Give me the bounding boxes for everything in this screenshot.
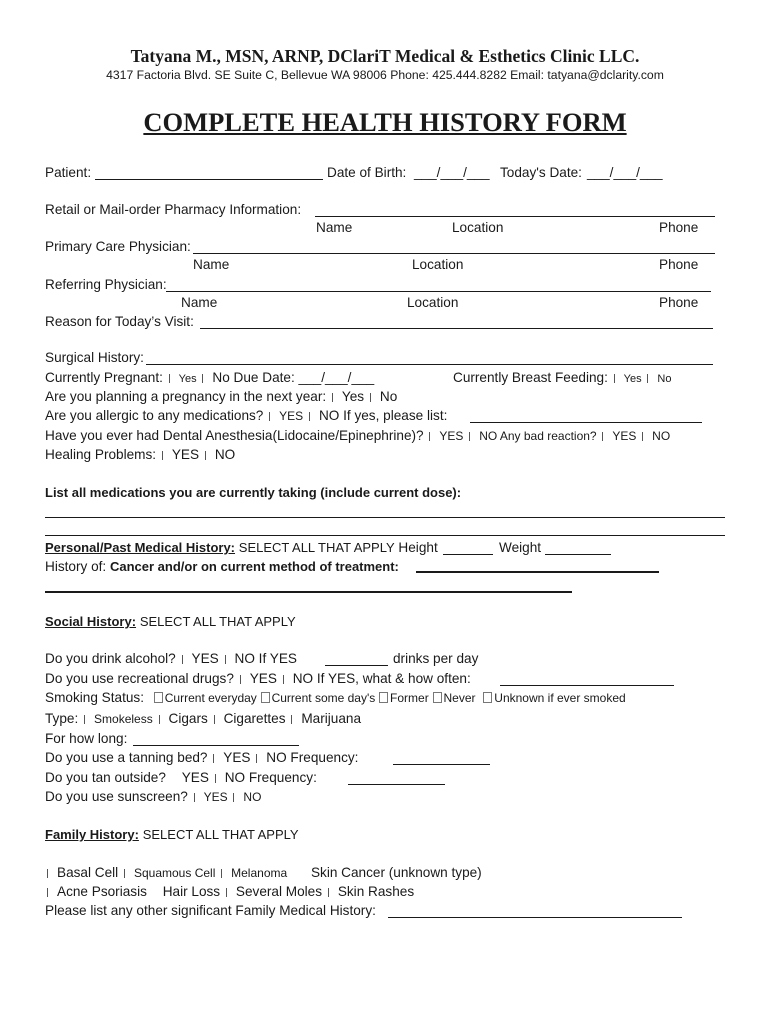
referring-label: Referring Physician: (45, 277, 167, 292)
referring-name-caption: Name (181, 295, 218, 310)
pregnant-yes-checkbox[interactable] (169, 374, 173, 383)
type-cigarettes-label: Cigarettes (223, 711, 286, 726)
tanning-label: Do you use a tanning bed? (45, 750, 208, 765)
tan-outside-no-label: NO Frequency: (224, 770, 317, 785)
cancer-label: Cancer and/or on current method of treatment: (109, 559, 399, 574)
melanoma-checkbox[interactable] (221, 869, 225, 878)
reaction-yes-label: YES (612, 429, 637, 443)
sunscreen-no-checkbox[interactable] (233, 793, 237, 802)
basal-cell-checkbox[interactable] (47, 869, 51, 878)
due-date-field[interactable]: ___/___/___ (298, 370, 375, 385)
drugs-yes-label: YES (249, 671, 277, 686)
today-label: Today's Date: (500, 165, 582, 180)
pharmacy-name-caption: Name (316, 220, 353, 235)
smoking-current-some-checkbox[interactable] (261, 692, 270, 703)
past-history-heading: Personal/Past Medical History: (45, 540, 236, 555)
allergy-no-checkbox[interactable] (309, 412, 313, 421)
healing-no-checkbox[interactable] (205, 451, 209, 460)
smoking-unknown-checkbox[interactable] (483, 692, 492, 703)
reaction-no-checkbox[interactable] (642, 432, 646, 441)
anesthesia-yes-label: YES (439, 429, 464, 443)
tanning-row (45, 750, 358, 766)
family-select-all: SELECT ALL THAT APPLY (142, 827, 299, 842)
planning-no-checkbox[interactable] (370, 393, 374, 402)
drugs-frequency-field[interactable] (500, 685, 674, 686)
pharmacy-location-caption: Location (452, 220, 504, 235)
clinic-address: 4317 Factoria Blvd. SE Suite C, Bellevue WA 98006 Phone: 425.444.8282 Email: tatyana@dclarity.com (106, 68, 664, 82)
allergy-label: Are you allergic to any medications? (45, 408, 264, 423)
sunscreen-label: Do you use sunscreen? (45, 789, 188, 804)
acne-psoriasis-checkbox[interactable] (47, 888, 51, 897)
skin-cancer-label: Skin Cancer (unknown type) (310, 865, 482, 880)
allergy-list-field[interactable] (470, 422, 702, 423)
drugs-yes-checkbox[interactable] (240, 675, 244, 684)
breastfeeding-yes-label: Yes (623, 373, 642, 385)
planning-yes-label: Yes (341, 389, 365, 404)
alcohol-yes-label: YES (191, 651, 219, 666)
social-heading: Social History: (45, 614, 137, 629)
healing-yes-checkbox[interactable] (162, 451, 166, 460)
anesthesia-yes-checkbox[interactable] (429, 432, 433, 441)
weight-label: Weight (499, 540, 542, 555)
drugs-no-checkbox[interactable] (283, 675, 287, 684)
family-heading-row (45, 827, 299, 843)
smoking-unknown-label: Unknown if ever smoked (494, 691, 626, 705)
past-history-select-all: SELECT ALL THAT APPLY (238, 540, 395, 555)
smoking-label: Smoking Status: (45, 690, 144, 705)
type-marijuana-label: Marijuana (301, 711, 362, 726)
sunscreen-yes-label: YES (203, 790, 228, 804)
pcp-location-caption: Location (412, 257, 464, 272)
family-row-2 (45, 884, 414, 900)
pcp-name-caption: Name (193, 257, 230, 272)
type-smokeless-checkbox[interactable] (84, 715, 88, 724)
dob-label: Date of Birth: (327, 165, 407, 180)
healing-yes-label: YES (171, 447, 200, 462)
tan-outside-row (45, 770, 317, 786)
type-marijuana-checkbox[interactable] (291, 715, 295, 724)
tanning-yes-label: YES (223, 750, 251, 765)
type-cigars-checkbox[interactable] (159, 715, 163, 724)
healing-no-label: NO (214, 447, 236, 462)
reason-label: Reason for Today’s Visit: (45, 314, 194, 329)
height-field[interactable] (443, 554, 493, 555)
type-label: Type: (45, 711, 79, 726)
squamous-cell-label: Squamous Cell (133, 866, 216, 880)
tanning-no-checkbox[interactable] (256, 754, 260, 763)
smoking-current-everyday-label: Current everyday (164, 691, 257, 705)
alcohol-yes-checkbox[interactable] (182, 655, 186, 664)
basal-cell-label: Basal Cell (57, 865, 119, 880)
tanning-yes-checkbox[interactable] (213, 754, 217, 763)
type-row (45, 711, 361, 727)
sunscreen-yes-checkbox[interactable] (194, 793, 198, 802)
allergy-no-list-label: NO If yes, please list: (318, 408, 448, 423)
tan-outside-frequency-field[interactable] (348, 784, 445, 785)
medications-label: List all medications you are currently taking (include current dose): (45, 485, 462, 500)
referring-field[interactable] (166, 291, 711, 292)
cancer-field[interactable] (416, 571, 659, 573)
pregnant-row (45, 370, 374, 386)
smoking-current-some-label: Current some day's (271, 691, 376, 705)
allergy-yes-label: YES (279, 409, 304, 423)
reaction-no-label: NO (652, 429, 671, 443)
healing-label: Healing Problems: (45, 447, 157, 462)
healing-row (45, 447, 235, 463)
several-moles-checkbox[interactable] (226, 888, 230, 897)
smoking-row (45, 690, 626, 706)
past-history-row (45, 540, 438, 556)
anesthesia-label: Have you ever had Dental Anesthesia(Lidocaine/Epinephrine)? (45, 428, 424, 443)
alcohol-no-label: NO If YES (234, 651, 297, 666)
pregnant-no-due-label: No Due Date: (212, 370, 295, 385)
referring-phone-caption: Phone (659, 295, 699, 310)
breastfeeding-yes-checkbox[interactable] (614, 374, 618, 383)
breastfeeding-no-checkbox[interactable] (647, 374, 651, 383)
patient-label: Patient: (45, 165, 92, 180)
anesthesia-no-checkbox[interactable] (469, 432, 473, 441)
pregnant-label: Currently Pregnant: (45, 370, 163, 385)
pharmacy-label: Retail or Mail-order Pharmacy Information: (45, 202, 302, 217)
pharmacy-field[interactable] (315, 216, 715, 217)
how-long-label: For how long: (45, 731, 128, 746)
medications-line-1[interactable] (45, 517, 725, 518)
planning-label: Are you planning a pregnancy in the next year: (45, 389, 327, 404)
family-heading: Family History: (45, 827, 139, 842)
drugs-no-label: NO If YES, what & how often: (292, 671, 471, 686)
pcp-field[interactable] (193, 253, 715, 254)
breastfeeding-label: Currently Breast Feeding: (453, 370, 608, 385)
acne-psoriasis-label: Acne Psoriasis (57, 884, 147, 899)
tan-outside-yes-label: YES (181, 770, 209, 785)
smoking-former-label: Former (390, 691, 429, 705)
drugs-label: Do you use recreational drugs? (45, 671, 234, 686)
clinic-name: Tatyana M., MSN, ARNP, DClariT Medical & Esthetics Clinic LLC. (130, 46, 640, 66)
reason-field[interactable] (200, 328, 713, 329)
breastfeeding-no-label: No (657, 373, 672, 385)
squamous-cell-checkbox[interactable] (124, 869, 128, 878)
history-of-label: History of: (45, 559, 107, 574)
pharmacy-phone-caption: Phone (659, 220, 699, 235)
sunscreen-no-label: NO (243, 790, 262, 804)
family-other-label: Please list any other significant Family Medical History: (45, 903, 376, 918)
type-cigars-label: Cigars (168, 711, 208, 726)
alcohol-no-checkbox[interactable] (225, 655, 229, 664)
pregnant-yes-label: Yes (178, 373, 197, 385)
family-other-field[interactable] (388, 917, 682, 918)
alcohol-row (45, 651, 297, 667)
breastfeeding-row (453, 370, 671, 386)
cancer-field-line-2[interactable] (45, 591, 572, 593)
how-long-field[interactable] (133, 745, 299, 746)
type-smokeless-label: Smokeless (94, 712, 153, 726)
smoking-never-label: Never (443, 691, 476, 705)
smoking-never-checkbox[interactable] (433, 692, 442, 703)
social-select-all: SELECT ALL THAT APPLY (139, 614, 296, 629)
drinks-per-day-label: drinks per day (393, 651, 479, 666)
planning-yes-checkbox[interactable] (332, 393, 336, 402)
planning-row (45, 389, 397, 405)
tan-outside-label: Do you tan outside? (45, 770, 166, 785)
reaction-yes-checkbox[interactable] (602, 432, 606, 441)
pregnant-no-checkbox[interactable] (202, 374, 206, 383)
several-moles-label: Several Moles (235, 884, 323, 899)
dob-field[interactable]: ___/___/___ (414, 165, 490, 180)
hair-loss-label: Hair Loss (162, 884, 221, 899)
surgical-label: Surgical History: (45, 350, 144, 365)
smoking-current-everyday-checkbox[interactable] (154, 692, 163, 703)
anesthesia-row (45, 428, 670, 444)
drinks-per-day-field[interactable] (325, 665, 388, 666)
family-row-1 (45, 865, 482, 881)
history-of-row (45, 559, 399, 575)
pcp-phone-caption: Phone (659, 257, 699, 272)
melanoma-label: Melanoma (231, 866, 288, 880)
skin-rashes-checkbox[interactable] (328, 888, 332, 897)
form-title: COMPLETE HEALTH HISTORY FORM (143, 107, 627, 137)
today-date-field[interactable]: ___/___/___ (587, 165, 663, 180)
tanning-no-label: NO Frequency: (266, 750, 359, 765)
planning-no-label: No (379, 389, 398, 404)
referring-location-caption: Location (407, 295, 459, 310)
surgical-field[interactable] (146, 364, 713, 365)
medications-line-2[interactable] (45, 535, 725, 536)
allergy-row (45, 408, 447, 424)
drugs-row (45, 671, 471, 687)
allergy-yes-checkbox[interactable] (269, 412, 273, 421)
anesthesia-no-reaction-label: NO Any bad reaction? (479, 429, 597, 443)
skin-rashes-label: Skin Rashes (337, 884, 415, 899)
pcp-label: Primary Care Physician: (45, 239, 191, 254)
patient-name-field[interactable] (95, 179, 323, 180)
height-label: Height (398, 540, 438, 555)
social-heading-row (45, 614, 296, 630)
weight-field[interactable] (545, 554, 611, 555)
tan-outside-no-checkbox[interactable] (215, 774, 219, 783)
smoking-former-checkbox[interactable] (379, 692, 388, 703)
tanning-frequency-field[interactable] (393, 764, 490, 765)
type-cigarettes-checkbox[interactable] (214, 715, 218, 724)
sunscreen-row (45, 789, 261, 805)
alcohol-label: Do you drink alcohol? (45, 651, 176, 666)
